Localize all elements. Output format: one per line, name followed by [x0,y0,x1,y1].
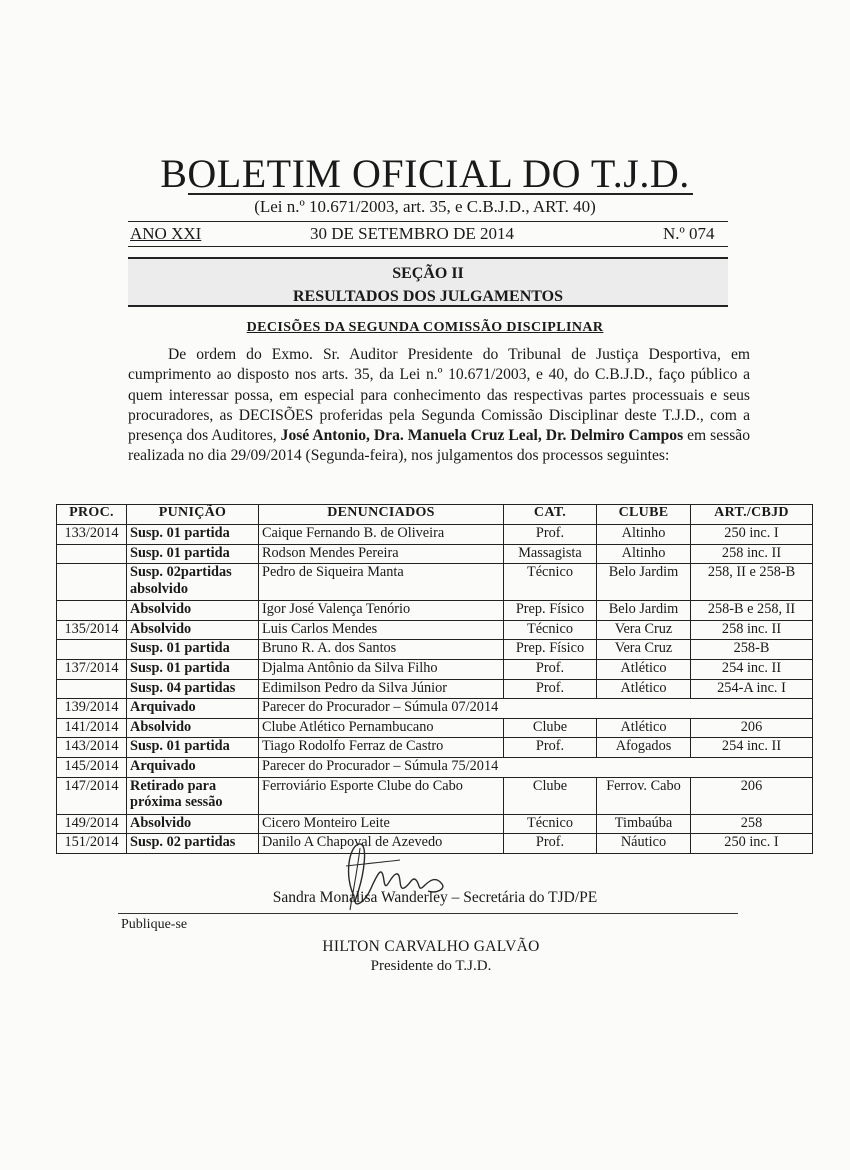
president-name: HILTON CARVALHO GALVÃO [322,938,540,955]
cell-proc [57,679,127,699]
cell-denunciado: Cicero Monteiro Leite [259,814,504,834]
edition-year: ANO XXI [130,224,202,243]
cell-clube: Atlético [597,718,691,738]
bulletin-title: BOLETIM OFICIAL DO T.J.D. [160,151,690,196]
section-header [128,257,728,307]
header-clube: CLUBE [597,505,691,525]
cell-denunciado: Pedro de Siqueira Manta [259,564,504,601]
cell-punicao: Arquivado [127,757,259,777]
intro-paragraph [128,345,750,467]
cell-punicao-line2: absolvido [130,580,189,597]
cell-punicao: Susp. 04 partidas [127,679,259,699]
cell-clube: Belo Jardim [597,601,691,621]
cell-proc: 149/2014 [57,814,127,834]
cell-proc [57,564,127,601]
cell-proc: 137/2014 [57,659,127,679]
cell-cat: Prep. Físico [504,640,597,660]
table-row [57,738,813,758]
intro-auditors: José Antonio, Dra. Manuela Cruz Leal, Dr. Delmiro Campos [280,427,684,445]
cell-clube: Vera Cruz [597,620,691,640]
cell-punicao-line1: Retirado para [130,777,217,794]
cell-punicao [127,564,259,601]
cell-clube: Altinho [597,544,691,564]
cell-cat: Prof. [504,659,597,679]
table-row [57,640,813,660]
cell-denunciado: Danilo A Chapoval de Azevedo [259,834,504,854]
cell-punicao-line2: próxima sessão [130,794,223,811]
president-title: Presidente do T.J.D. [370,958,492,974]
cell-clube: Ferrov. Cabo [597,777,691,814]
title-underline [188,193,693,195]
cell-proc: 135/2014 [57,620,127,640]
cell-cat: Prof. [504,834,597,854]
cell-punicao: Absolvido [127,814,259,834]
cell-clube: Atlético [597,679,691,699]
cell-art: 258 inc. II [691,620,813,640]
table-row [57,699,813,719]
cell-punicao: Susp. 01 partida [127,738,259,758]
table-row [57,659,813,679]
cell-punicao: Absolvido [127,620,259,640]
cell-proc: 139/2014 [57,699,127,719]
cell-denunciado: Caique Fernando B. de Oliveira [259,525,504,545]
table-row [57,757,813,777]
table-row [57,601,813,621]
cell-proc: 143/2014 [57,738,127,758]
cell-punicao [127,777,259,814]
cell-cat: Prof. [504,679,597,699]
edition-number: N.º 074 [663,224,715,243]
cell-clube: Timbaúba [597,814,691,834]
cell-proc: 145/2014 [57,757,127,777]
cell-clube: Atlético [597,659,691,679]
cell-art: 258-B e 258, II [691,601,813,621]
cell-art: 206 [691,718,813,738]
judgments-table [56,504,813,854]
cell-punicao: Susp. 01 partida [127,659,259,679]
cell-clube: Belo Jardim [597,564,691,601]
cell-proc: 147/2014 [57,777,127,814]
cell-cat: Prof. [504,525,597,545]
header-proc: PROC. [57,505,127,525]
table-row [57,679,813,699]
cell-art: 258, II e 258-B [691,564,813,601]
cell-punicao: Susp. 01 partida [127,544,259,564]
cell-denunciado: Ferroviário Esporte Clube do Cabo [259,777,504,814]
cell-punicao: Susp. 01 partida [127,640,259,660]
cell-cat: Técnico [504,814,597,834]
intro-text-start: De ordem do Exmo. Sr. Auditor Presidente do Tribunal de Justiça Desportiva, em cumprimento ao disposto nos arts. 35, da Lei n.º 10.671/2003, e 40, do C.B.J.D., faço público a quem interessar possa, em especial para conhecimento das respectivas partes processuais e seus procuradores, as DECISÕES proferidas pela Segunda Comissão Disciplinar deste T.J.D., com a presença dos Auditores, [128,346,750,445]
secretary-signature-line: Sandra Monalisa Wanderley – Secretária do TJD/PE [272,889,598,906]
meta-rule-top [128,221,728,222]
table-header-row [57,505,813,525]
cell-art: 250 inc. I [691,834,813,854]
cell-art: 254 inc. II [691,659,813,679]
cell-proc [57,640,127,660]
header-cat: CAT. [504,505,597,525]
intro-text-end: em sessão realizada no dia 29/09/2014 (Segunda-feira), nos julgamentos dos processos seguintes: [128,427,750,465]
cell-proc [57,544,127,564]
table-row [57,814,813,834]
cell-cat: Clube [504,718,597,738]
table-row [57,718,813,738]
cell-art: 206 [691,777,813,814]
bulletin-subtitle: (Lei n.º 10.671/2003, art. 35, e C.B.J.D., ART. 40) [254,197,596,216]
cell-merged-note: Parecer do Procurador – Súmula 07/2014 [259,699,813,719]
cell-proc: 151/2014 [57,834,127,854]
cell-cat: Massagista [504,544,597,564]
cell-merged-note: Parecer do Procurador – Súmula 75/2014 [259,757,813,777]
cell-art: 258-B [691,640,813,660]
cell-cat: Prep. Físico [504,601,597,621]
cell-denunciado: Tiago Rodolfo Ferraz de Castro [259,738,504,758]
table-row [57,544,813,564]
cell-punicao: Absolvido [127,601,259,621]
cell-denunciado: Igor José Valença Tenório [259,601,504,621]
cell-punicao-line1: Susp. 02partidas [130,564,232,581]
header-art: ART./CBJD [691,505,813,525]
section-title: RESULTADOS DOS JULGAMENTOS [293,288,563,305]
section-number: SEÇÃO II [392,265,464,282]
cell-art: 254 inc. II [691,738,813,758]
cell-denunciado: Bruno R. A. dos Santos [259,640,504,660]
signature-rule [118,913,738,914]
cell-clube: Altinho [597,525,691,545]
decisions-title: DECISÕES DA SEGUNDA COMISSÃO DISCIPLINAR [246,320,604,335]
cell-clube: Afogados [597,738,691,758]
header-denunciados: DENUNCIADOS [259,505,504,525]
cell-cat: Técnico [504,620,597,640]
cell-punicao: Susp. 02 partidas [127,834,259,854]
cell-punicao: Arquivado [127,699,259,719]
cell-proc: 141/2014 [57,718,127,738]
cell-punicao: Susp. 01 partida [127,525,259,545]
cell-denunciado: Edimilson Pedro da Silva Júnior [259,679,504,699]
header-punicao: PUNIÇÃO [127,505,259,525]
cell-clube: Náutico [597,834,691,854]
cell-denunciado: Rodson Mendes Pereira [259,544,504,564]
cell-clube: Vera Cruz [597,640,691,660]
cell-art: 250 inc. I [691,525,813,545]
cell-cat: Prof. [504,738,597,758]
publish-note: Publique-se [121,917,188,932]
meta-rule-bottom [128,246,728,247]
cell-punicao: Absolvido [127,718,259,738]
table-row [57,777,813,814]
cell-proc [57,601,127,621]
table-row [57,564,813,601]
table-row [57,620,813,640]
cell-art: 258 [691,814,813,834]
cell-proc: 133/2014 [57,525,127,545]
edition-date: 30 DE SETEMBRO DE 2014 [310,224,514,243]
cell-art: 254-A inc. I [691,679,813,699]
table-row [57,525,813,545]
cell-denunciado: Djalma Antônio da Silva Filho [259,659,504,679]
cell-denunciado: Luis Carlos Mendes [259,620,504,640]
cell-cat: Técnico [504,564,597,601]
cell-denunciado: Clube Atlético Pernambucano [259,718,504,738]
cell-cat: Clube [504,777,597,814]
cell-art: 258 inc. II [691,544,813,564]
